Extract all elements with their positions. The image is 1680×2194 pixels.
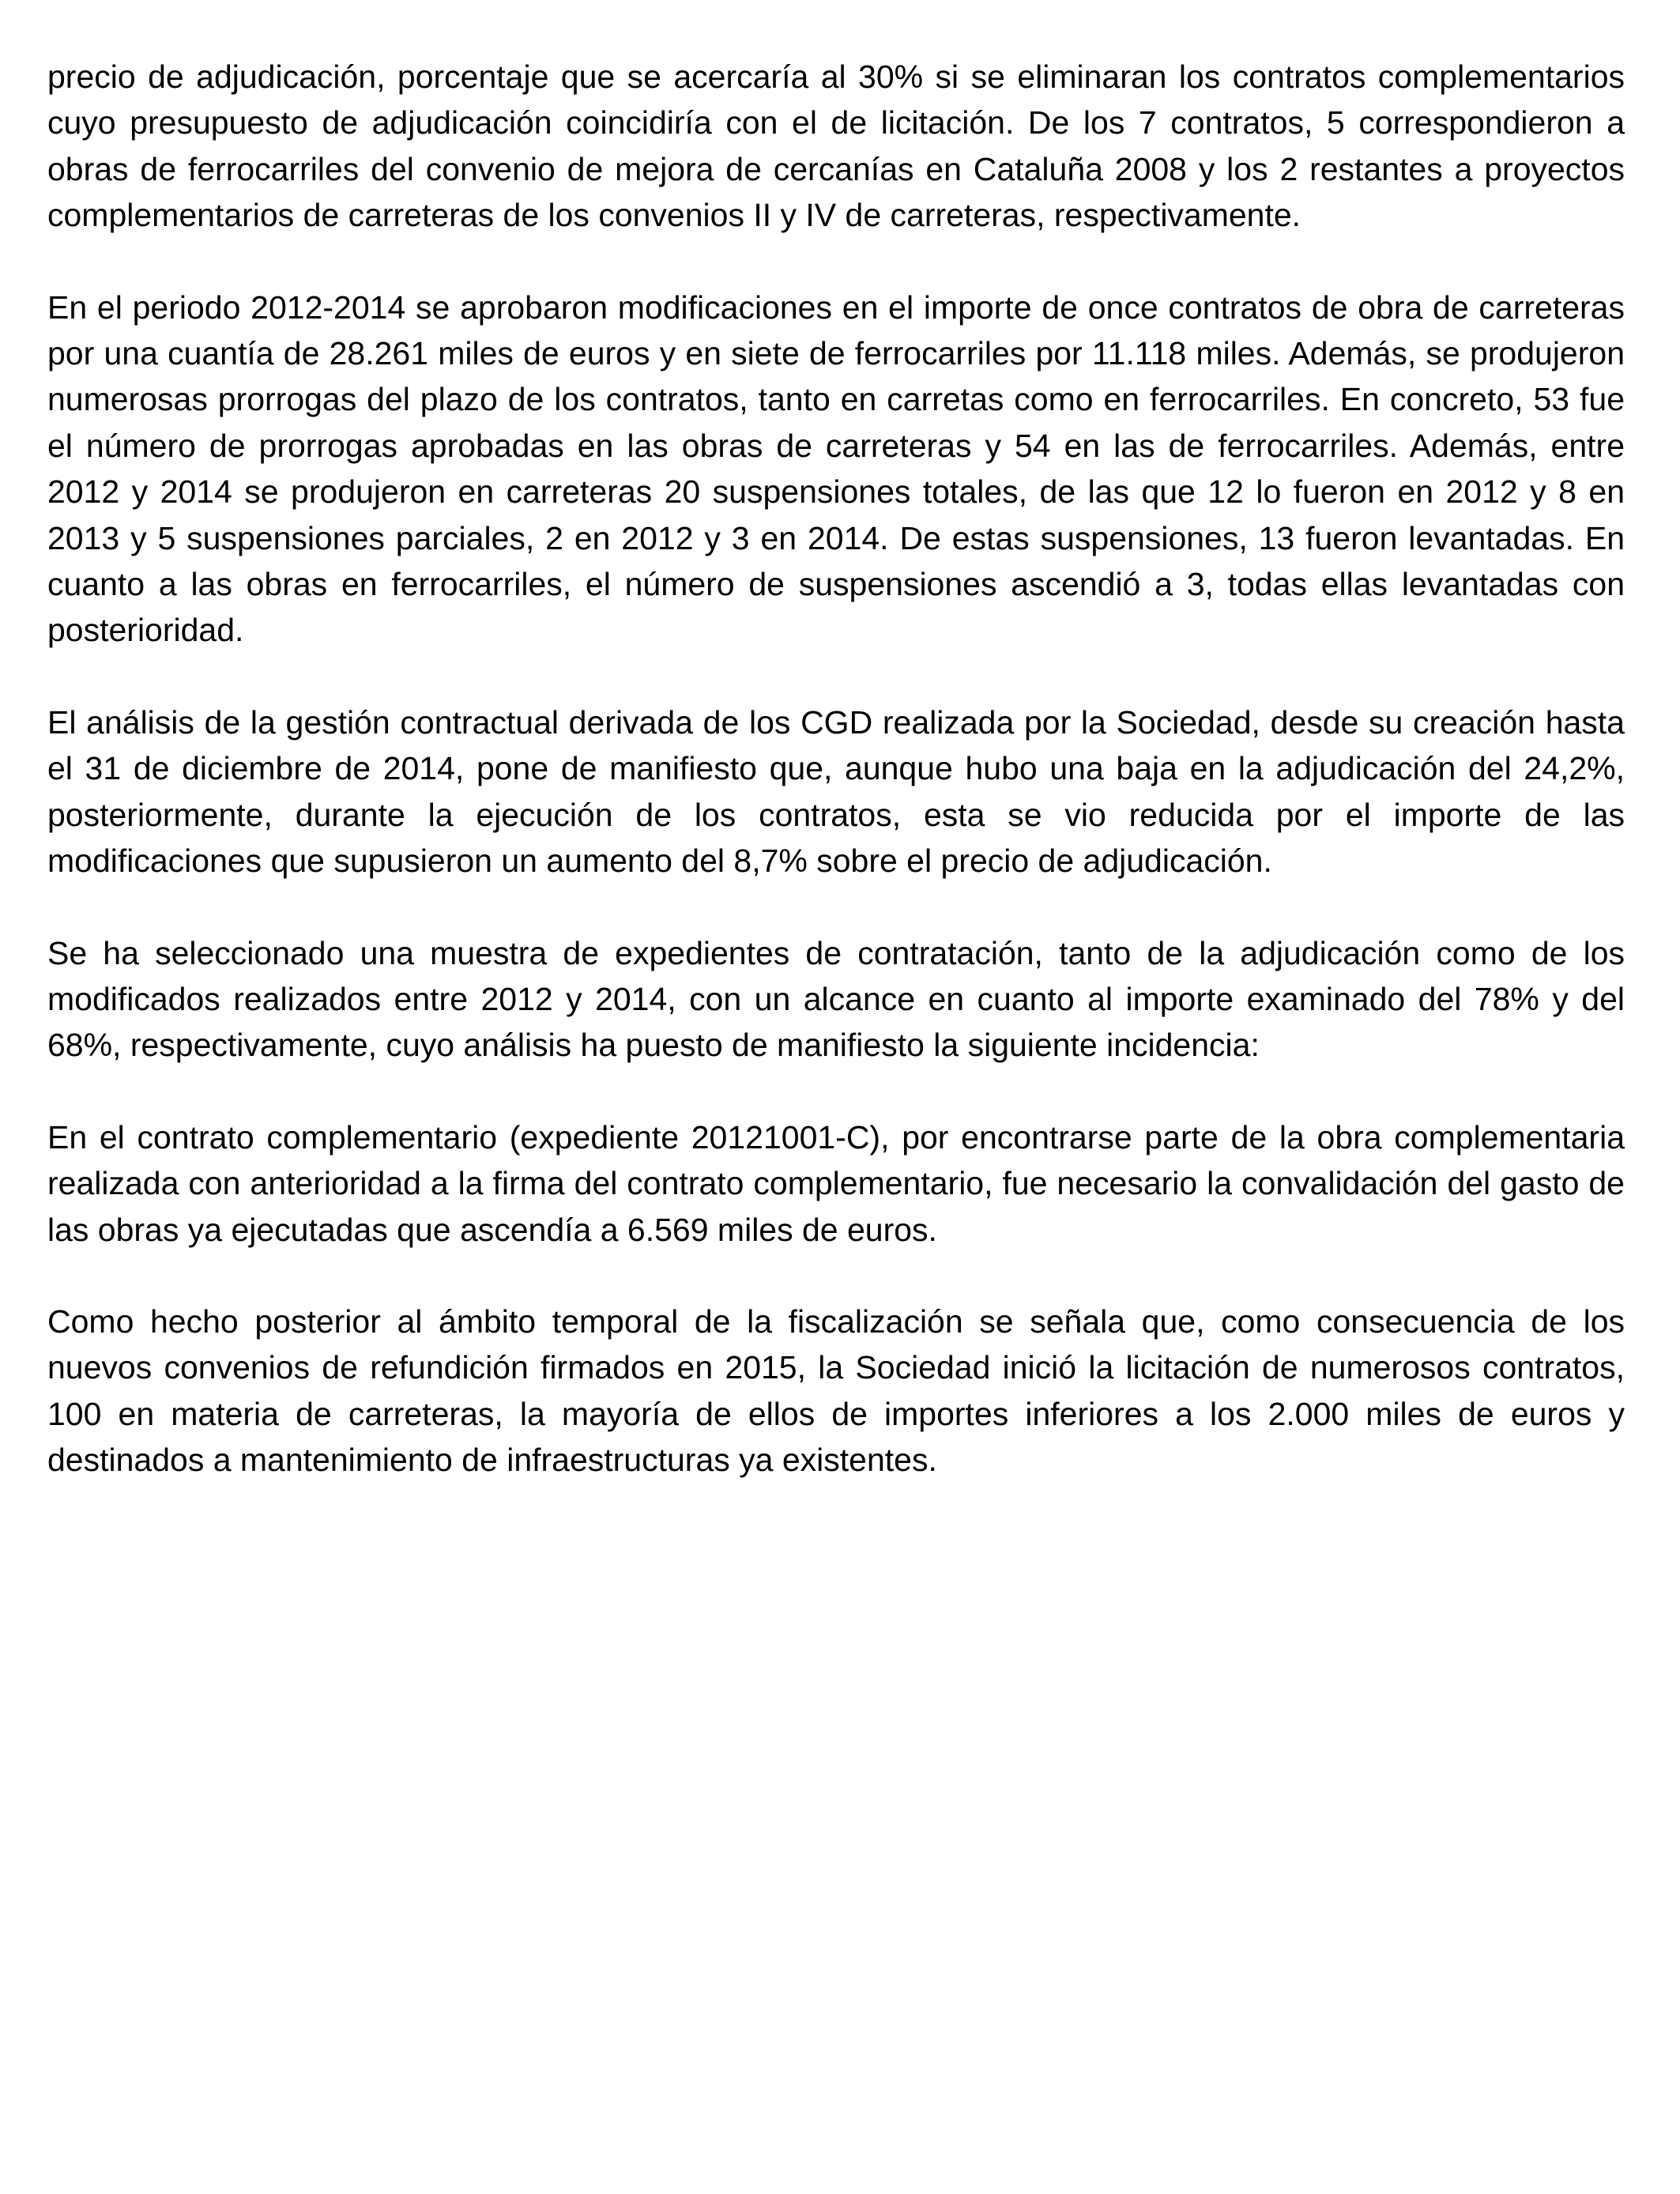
paragraph-muestra-expedientes: Se ha seleccionado una muestra de expedientes de contratación, tanto de la adjudicación como de los modificados realizados entre 2012 y 2014, con un alcance en cuanto al importe examinado del 78% y del 68%, respectivamente, cuyo análisis ha puesto de manifiesto la siguiente incidencia: (47, 934, 1625, 1064)
paragraph-modificaciones-2012-2014: En el periodo 2012-2014 se aprobaron modificaciones en el importe de once contratos de obra de carreteras por una cuantía de 28.261 miles de euros y en siete de ferrocarriles por 11.118 miles. Además, se produjeron numerosas prorrogas del plazo de los contratos, tanto en carretas como en ferrocarriles. En concreto, 53 fue el número de prorrogas aprobadas en las obras de carreteras y 54 en las de ferrocarriles. Además, entre 2012 y 2014 se produjeron en carreteras 20 suspensiones totales, de las que 12 lo fueron en 2012 y 8 en 2013 y 5 suspensiones parciales, 2 en 2012 y 3 en 2014. De estas suspensiones, 13 fueron levantadas. En cuanto a las obras en ferrocarriles, el número de suspensiones ascendió a 3, todas ellas levantadas con posterioridad. (47, 288, 1625, 649)
paragraph-contrato-complementario: En el contrato complementario (expediente 20121001-C), por encontrarse parte de la obra complementaria realizada con anterioridad a la firma del contrato complementario, fue necesario la convalidación del gasto de las obras ya ejecutadas que ascendía a 6.569 miles de euros. (47, 1118, 1625, 1248)
paragraph-analisis-gestion-contractual: El análisis de la gestión contractual derivada de los CGD realizada por la Sociedad, desde su creación hasta el 31 de diciembre de 2014, pone de manifiesto que, aunque hubo una baja en la adjudicación del 24,2%, posteriormente, durante la ejecución de los contratos, esta se vio reducida por el importe de las modificaciones que supusieron un aumento del 8,7% sobre el precio de adjudicación. (47, 703, 1625, 880)
paragraph-adjudicacion-contratos: precio de adjudicación, porcentaje que se acercaría al 30% si se eliminaran los contratos complementarios cuyo presupuesto de adjudicación coincidiría con el de licitación. De los 7 contratos, 5 correspondieron a obras de ferrocarriles del convenio de mejora de cercanías en Cataluña 2008 y los 2 restantes a proyectos complementarios de carreteras de los convenios II y IV de carreteras, respectivamente. (47, 58, 1625, 234)
body-text (47, 54, 1625, 1483)
paragraph-hecho-posterior: Como hecho posterior al ámbito temporal de la fiscalización se señala que, como consecuencia de los nuevos convenios de refundición firmados en 2015, la Sociedad inició la licitación de numerosos contratos, 100 en materia de carreteras, la mayoría de ellos de importes inferiores a los 2.000 miles de euros y destinados a mantenimiento de infraestructuras ya existentes. (47, 1302, 1625, 1479)
